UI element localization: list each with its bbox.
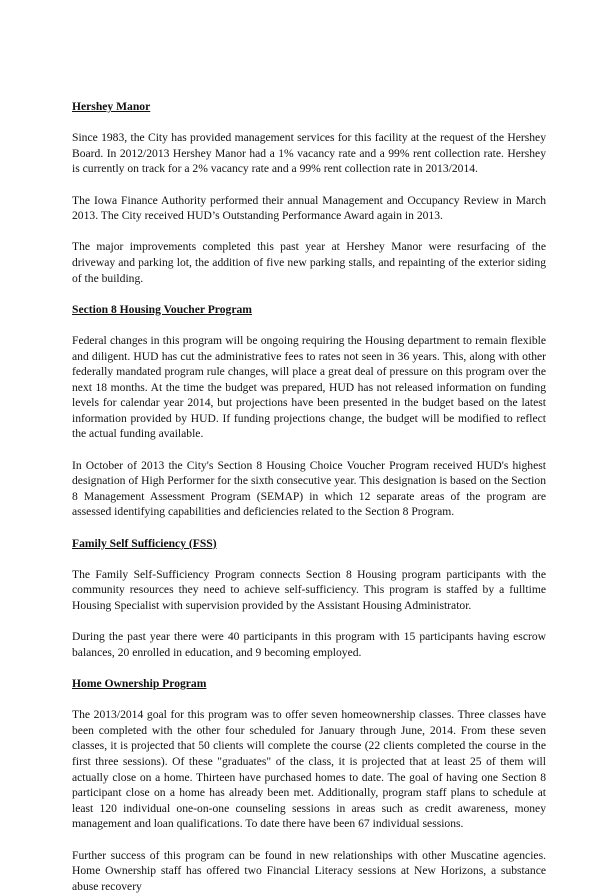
section-heading: Section 8 Housing Voucher Program xyxy=(72,302,546,318)
paragraph: Federal changes in this program will be ongoing requiring the Housing department to remain flexible and diligent. HUD has cut the administrative fees to rates not seen in 36 years. This, along with other federally mandated program rule changes, will place a great deal of pressure on this program over the next 18 months. At the time the budget was prepared, HUD has not released information on funding levels for calendar year 2014, but projections have been presented in the budget based on the latest information provided by HUD. If funding projections change, the budget will be modified to reflect the actual funding available. xyxy=(72,333,546,442)
section-heading: Home Ownership Program xyxy=(72,676,546,692)
section-family-self-sufficiency xyxy=(72,536,546,661)
section-section-8-housing-voucher xyxy=(72,302,546,520)
paragraph: During the past year there were 40 participants in this program with 15 participants having escrow balances, 20 enrolled in education, and 9 becoming employed. xyxy=(72,629,546,660)
paragraph: Since 1983, the City has provided management services for this facility at the request of the Hershey Board. In 2012/2013 Hershey Manor had a 1% vacancy rate and a 99% rent collection rate. Hershey is currently on track for a 2% vacancy rate and a 99% rent collection rate in 2013/2014. xyxy=(72,130,546,177)
paragraph: Further success of this program can be found in new relationships with other Muscatine agencies. Home Ownership staff has offered two Financial Literacy sessions at New Horizons, a substance abuse recovery xyxy=(72,848,546,894)
section-hershey-manor xyxy=(72,99,546,286)
paragraph: The major improvements completed this past year at Hershey Manor were resurfacing of the driveway and parking lot, the addition of five new parking stalls, and repainting of the exterior siding of the building. xyxy=(72,239,546,286)
paragraph: The 2013/2014 goal for this program was to offer seven homeownership classes. Three classes have been completed with the other four scheduled for January through June, 2014. From these seven classes, it is projected that 50 clients will complete the course (22 clients completed the course in the first three sessions). Of these "graduates" of the class, it is projected that at least 25 of them will actually close on a home. Thirteen have purchased homes to date. The goal of having one Section 8 participant close on a home has already been met. Additionally, program staff plans to schedule at least 120 individual one-on-one counseling sessions in areas such as credit awareness, money management and loan qualifications. To date there have been 67 individual sessions. xyxy=(72,707,546,832)
section-home-ownership-program xyxy=(72,676,546,894)
paragraph: In October of 2013 the City's Section 8 Housing Choice Voucher Program received HUD's highest designation of High Performer for the sixth consecutive year. This designation is based on the Section 8 Management Assessment Program (SEMAP) in which 12 separate areas of the program are assessed identifying capabilities and deficiencies related to the Section 8 Program. xyxy=(72,458,546,520)
section-heading: Hershey Manor xyxy=(72,99,546,115)
paragraph: The Family Self-Sufficiency Program connects Section 8 Housing program participants with the community resources they need to achieve self-sufficiency. This program is staffed by a fulltime Housing Specialist with supervision provided by the Assistant Housing Administrator. xyxy=(72,567,546,614)
document-page xyxy=(72,99,546,894)
section-heading: Family Self Sufficiency (FSS) xyxy=(72,536,546,552)
paragraph: The Iowa Finance Authority performed their annual Management and Occupancy Review in March 2013. The City received HUD’s Outstanding Performance Award again in 2013. xyxy=(72,193,546,224)
